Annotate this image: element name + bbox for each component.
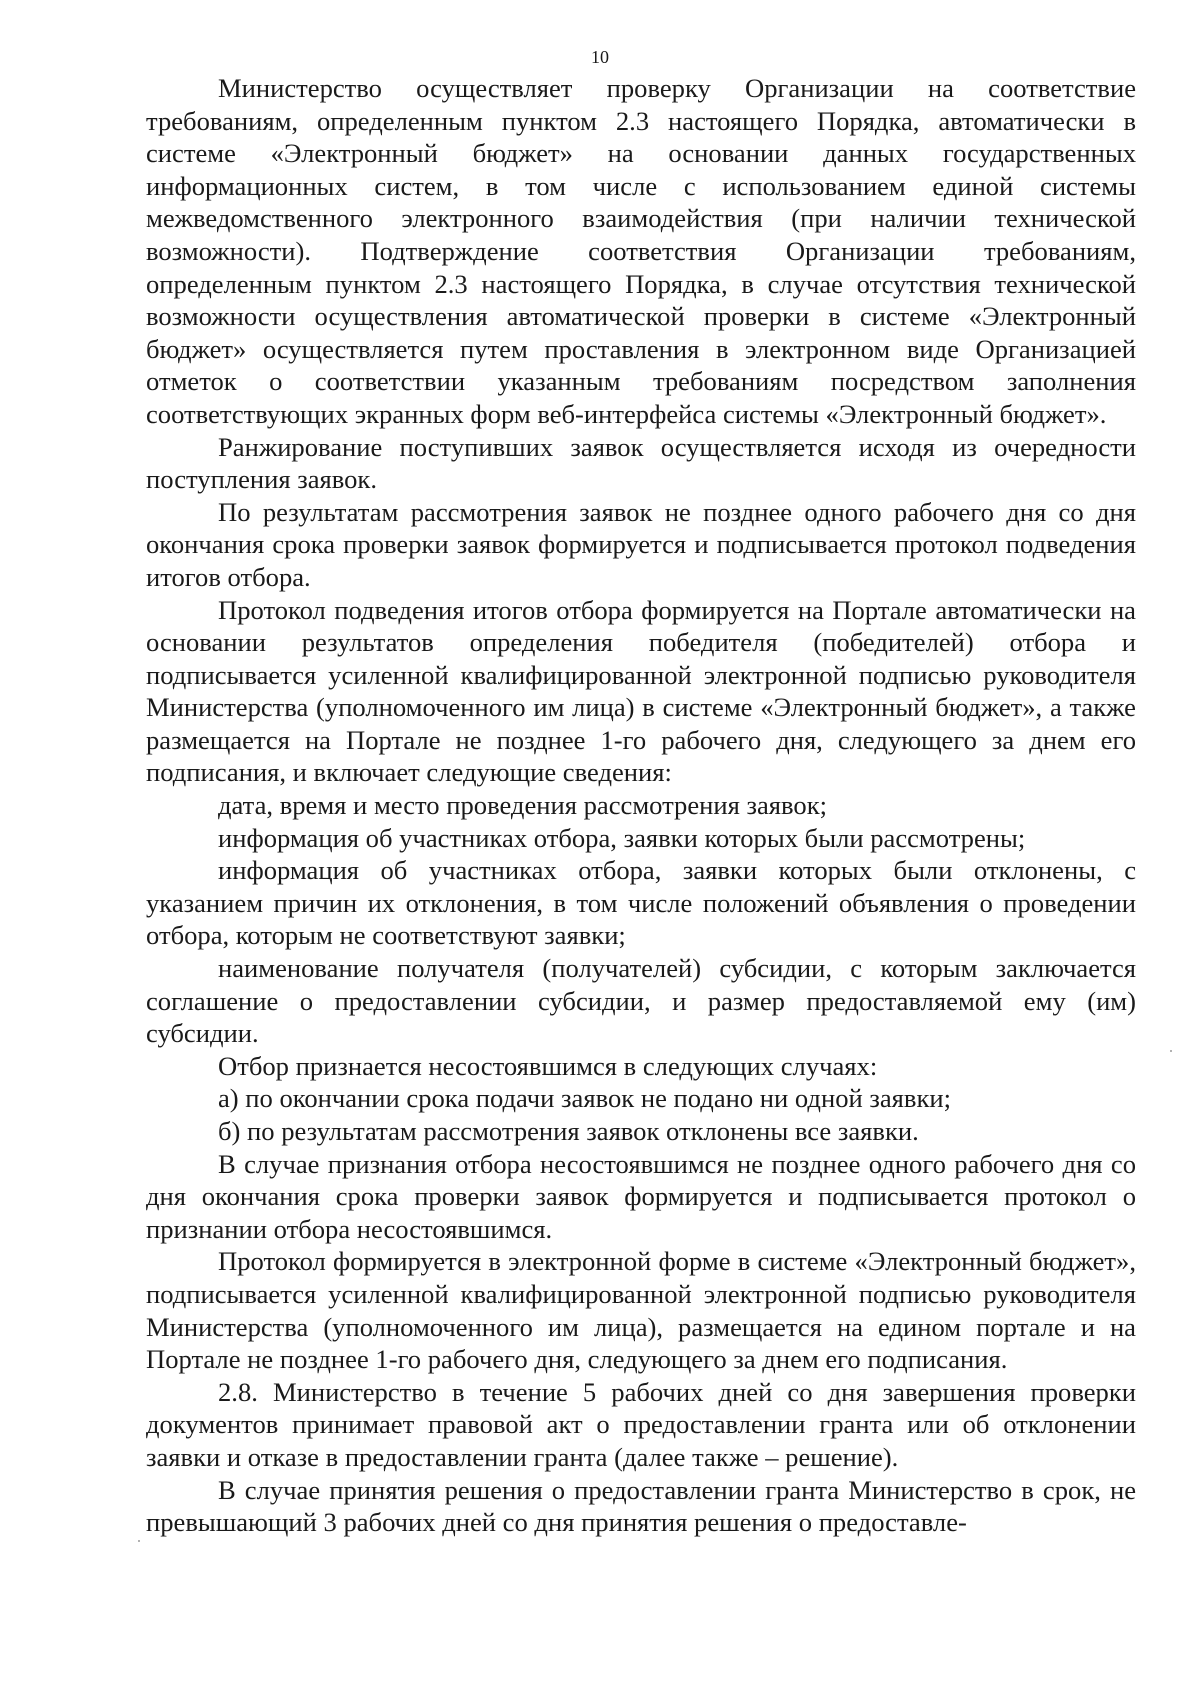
list-item-reviewed-participants: информация об участниках отбора, заявки которых были рассмотрены; — [218, 822, 1026, 853]
paragraph-protocol-results: Протокол подведения итогов отбора формируется на Портале автоматически на основании результатов определения победителя (победителей) отбора и подписывается усиленной квалифицированной электронной подписью руководителя Министерства (уполномоченного им лица) в системе «Электронный бюджет», а также размещается на Портале не позднее 1-го рабочего дня, следующего за днем его подписания, и включает следующие сведения: — [146, 594, 1136, 788]
scan-speck — [1170, 1050, 1172, 1052]
paragraph-grant-decision: В случае принятия решения о предоставлении гранта Министерство в срок, не превышающий 3 рабочих дней со дня принятия решения о предоставле- — [146, 1474, 1136, 1538]
list-item-date-time-place: дата, время и место проведения рассмотрения заявок; — [218, 790, 828, 821]
list-item-recipient-name: наименование получателя (получателей) субсидии, с которым заключается соглашение о предоставлении субсидии, и размер предоставляемой ему (им) субсидии. — [146, 953, 1136, 1049]
paragraph-verification: Министерство осуществляет проверку Организации на соответствие требованиям, определенным пунктом 2.3 настоящего Порядка, автоматически в системе «Электронный бюджет» на основании данных государственных информационных систем, в том числе с использованием единой системы межведомственного электронного взаимодействия (при наличии технической возможности). Подтверждение соответствия Организации требованиям, определенным пунктом 2.3 настоящего Порядка, в случае отсутствия технической возможности осуществления автоматической проверки в системе «Электронный бюджет» осуществляется путем проставления в электронном виде Организацией отметок о соответствии указанным требованиям посредством заполнения соответствующих экранных форм веб-интерфейса системы «Электронный бюджет». — [146, 73, 1136, 429]
list-item-rejected-participants: информация об участниках отбора, заявки которых были отклонены, с указанием причин их отклонения, в том числе положений объявления о проведении отбора, которым не соответствуют заявки; — [146, 855, 1136, 951]
list-item-case-a: а) по окончании срока подачи заявок не подано ни одной заявки; — [218, 1083, 952, 1114]
page-number: 10 — [591, 47, 609, 67]
paragraph-failed-protocol: В случае признания отбора несостоявшимся не позднее одного рабочего дня со дня окончания срока проверки заявок формируется и подписывается протокол о признании отбора несостоявшимся. — [146, 1148, 1136, 1244]
document-body — [146, 72, 1136, 1539]
scan-speck — [138, 1540, 140, 1542]
paragraph-ranking: Ранжирование поступивших заявок осуществляется исходя из очередности поступления заявок. — [146, 431, 1136, 495]
paragraph-review-results: По результатам рассмотрения заявок не позднее одного рабочего дня со дня окончания срока проверки заявок формируется и подписывается протокол подведения итогов отбора. — [146, 496, 1136, 592]
paragraph-protocol-electronic: Протокол формируется в электронной форме в системе «Электронный бюджет», подписывается усиленной квалифицированной электронной подписью руководителя Министерства (уполномоченного им лица), размещается на едином портале и на Портале не позднее 1-го рабочего дня, следующего за днем его подписания. — [146, 1246, 1136, 1375]
list-item-case-b: б) по результатам рассмотрения заявок отклонены все заявки. — [218, 1116, 919, 1146]
paragraph-failed-selection: Отбор признается несостоявшимся в следующих случаях: — [218, 1050, 878, 1081]
paragraph-section-2-8: 2.8. Министерство в течение 5 рабочих дней со дня завершения проверки документов принимает правовой акт о предоставлении гранта или об отклонении заявки и отказе в предоставлении гранта (далее также – решение). — [146, 1376, 1136, 1472]
